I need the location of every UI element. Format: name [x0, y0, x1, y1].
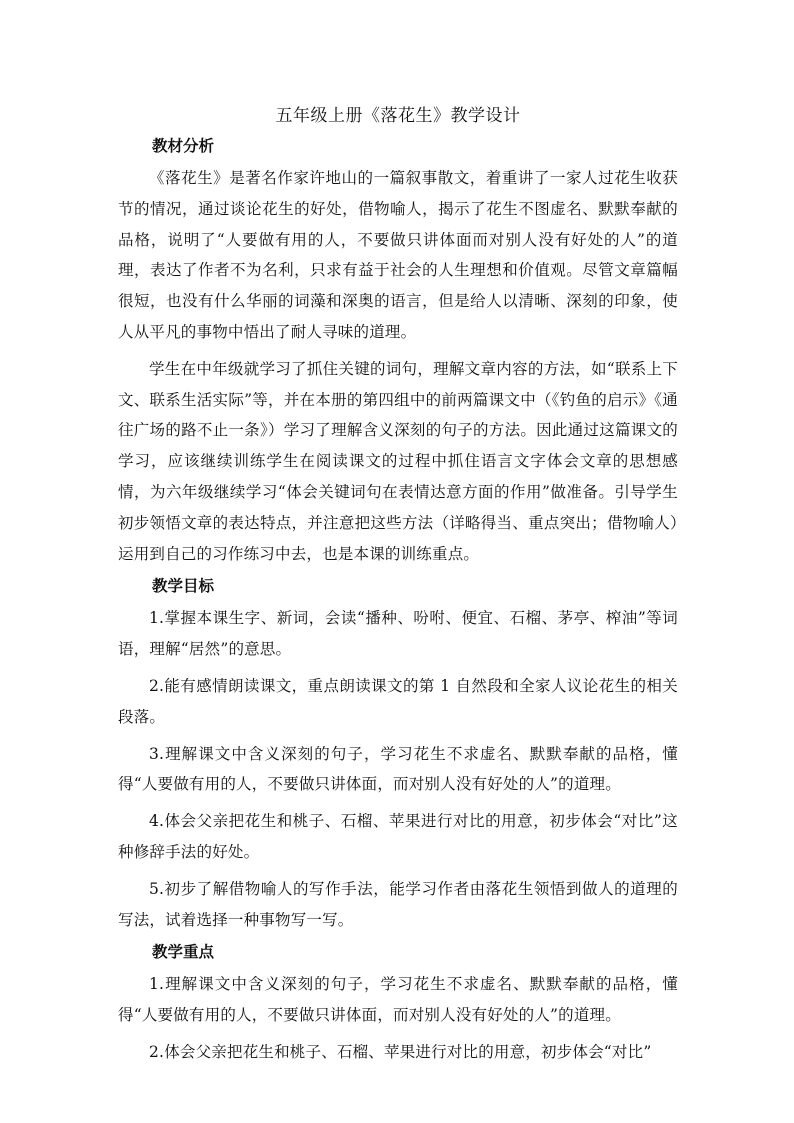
document-title: 五年级上册《落花生》教学设计 [275, 106, 521, 126]
goal-item-5: 5.初步了解借物喻人的写作手法，能学习作者由落花生领悟到做人的道理的写法，试着选择一种事物写一写。 [118, 879, 678, 929]
analysis-paragraph-1: 《落花生》是著名作家许地山的一篇叙事散文，着重讲了一家人过花生收获节的情况，通过谈论花生的好处，借物喻人，揭示了花生不图虚名、默默奉献的品格，说明了“人要做有用的人，不要做只讲体面而对别人没有好处的人”的道理，表达了作者不为名利，只求有益于社会的人生理想和价值观。尽管文章篇幅很短，也没有什么华丽的词藻和深奥的语言，但是给人以清晰、深刻的印象，使人从平凡的事物中悟出了耐人寻味的道理。 [118, 169, 678, 341]
section-heading-focus: 教学重点 [152, 943, 215, 962]
section-goals [118, 575, 678, 935]
focus-item-2: 2.体会父亲把花生和桃子、石榴、苹果进行对比的用意，初步体会“对比” [149, 1042, 652, 1061]
section-heading-goals: 教学目标 [152, 577, 215, 596]
section-heading-analysis: 教材分析 [152, 137, 215, 155]
goal-item-1: 1.掌握本课生字、新词，会读“播种、吩咐、便宜、石榴、茅亭、榨油”等词语，理解“居然”的意思。 [118, 609, 678, 659]
document-content [118, 103, 678, 1074]
goal-item-4: 4.体会父亲把花生和桃子、石榴、苹果进行对比的用意，初步体会“对比”这种修辞手法的好处。 [118, 812, 678, 861]
section-focus [118, 941, 678, 1067]
analysis-paragraph-2: 学生在中年级就学习了抓住关键的词句，理解文章内容的方法，如“联系上下文、联系生活实际”等，并在本册的第四组中的前两篇课文中（《钓鱼的启示》《通往广场的路不止一条》）学习了理解含义深刻的句子的方法。因此通过这篇课文的学习，应该继续训练学生在阅读课文的过程中抓住语言文字体会文章的思想感情，为六年级继续学习“体会关键词句在表情达意方面的作用”做准备。引导学生初步领悟文章的表达特点，并注意把这些方法（详略得当、重点突出；借物喻人）运用到自己的习作练习中去，也是本课的训练重点。 [118, 359, 678, 563]
section-analysis [118, 135, 678, 569]
focus-item-1: 1.理解课文中含义深刻的句子，学习花生不求虚名、默默奉献的品格，懂得“人要做有用的人，不要做只讲体面，而对别人没有好处的人”的道理。 [118, 975, 678, 1025]
goal-item-3: 3.理解课文中含义深刻的句子，学习花生不求虚名、默默奉献的品格，懂得“人要做有用的人，不要做只讲体面，而对别人没有好处的人”的道理。 [118, 744, 678, 794]
goal-item-2: 2.能有感情朗读课文，重点朗读课文的第 1 自然段和全家人议论花生的相关段落。 [118, 676, 678, 726]
